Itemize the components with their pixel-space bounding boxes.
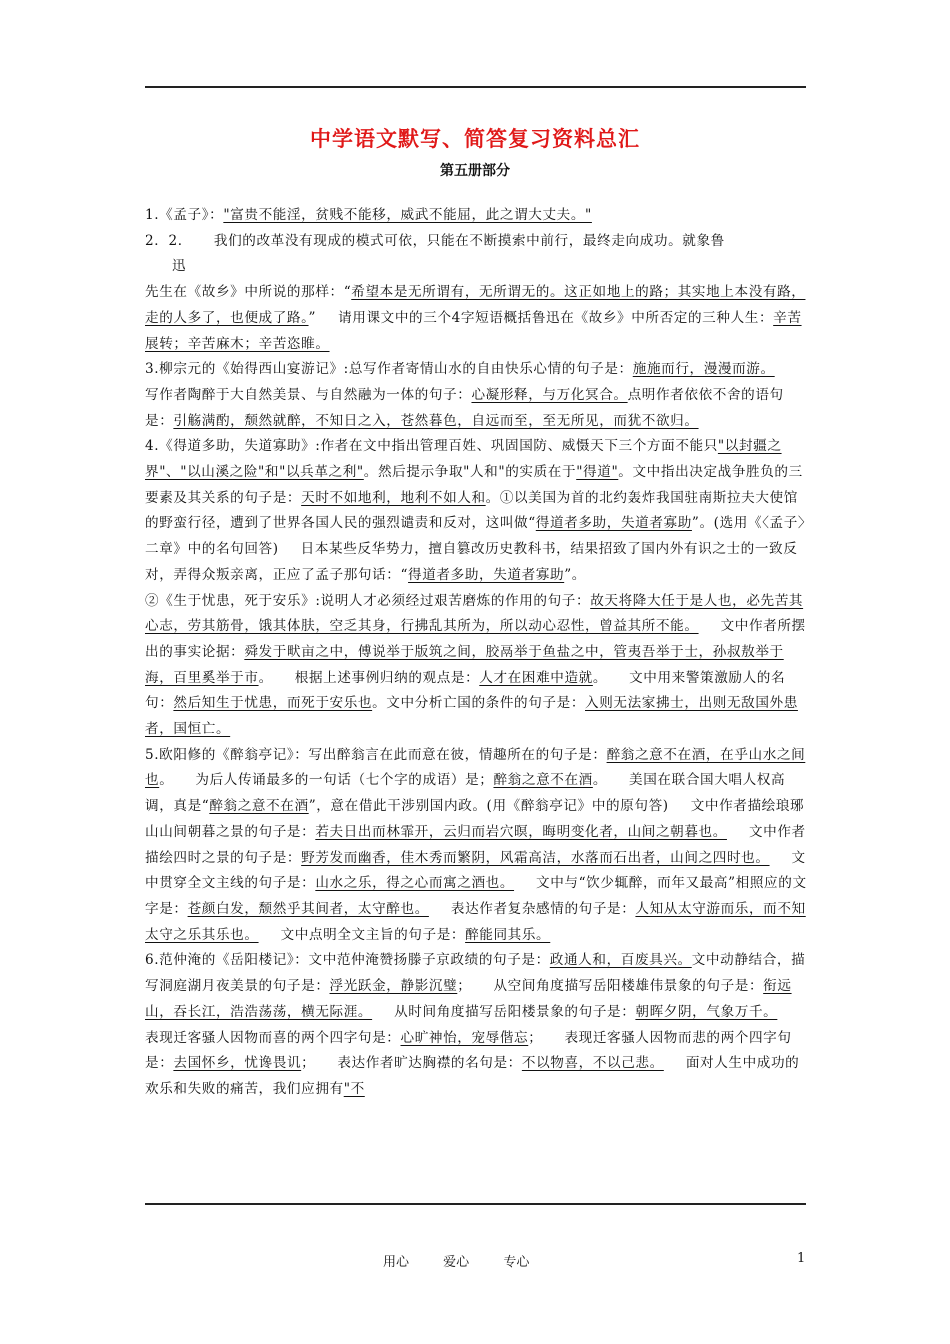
- question-text: 文中点明全文主旨的句子是：: [280, 926, 466, 943]
- answer-text: 野芳发而幽香，佳木秀而繁阴，风霜高洁，水落而石出者，山间之四时也。: [301, 849, 770, 866]
- question-text: 点明作者依依不舍的语句是：: [145, 386, 784, 429]
- footer-word: 专心: [503, 1255, 530, 1270]
- question-text: 表达作者复杂感情的句子是：: [450, 900, 636, 917]
- question-text: 写作者陶醉于大自然美景、与自然融为一体的句子：: [145, 386, 472, 403]
- header-rule: [145, 86, 806, 88]
- question-text: 日本某些反华势力，擅自篡改历史教科书，结果招致了国内外有识之士的一致反对，弄得众叛亲离，正应了孟子那句话：“: [145, 541, 798, 583]
- question-text: 6.范仲淹的《岳阳楼记》：文中范仲淹赞扬滕子京政绩的句子是：: [145, 952, 550, 969]
- question-text: 文中贯穿全文主线的句子是：: [145, 849, 806, 892]
- question-text: ；: [528, 1029, 543, 1046]
- answer-text: 浮光跃金，静影沉璧: [329, 978, 458, 995]
- answer-text: 然后知生于忧患，而死于安乐也: [173, 695, 373, 712]
- answer-text: 苍颜白发，颓然乎其间者，太守醉也。: [187, 900, 429, 917]
- answer-text: 醉翁之意不在酒，在乎山水之间也: [145, 746, 806, 789]
- footer-motto: [383, 1251, 559, 1270]
- footer-word: 爱心: [443, 1255, 470, 1270]
- question-text: ”，意在借此干涉别国内政。(用《醉翁亭记》中的原句答): [308, 798, 669, 815]
- answer-text: "以封疆之界"、"以山溪之险"和"以兵革之利": [145, 438, 782, 481]
- answer-text: "不: [343, 1080, 365, 1097]
- question-text: 面对人生中成功的欢乐和失败的痛苦，我们应拥有: [145, 1055, 800, 1097]
- answer-text: 得道者多助，失道者寡助: [535, 515, 692, 532]
- answer-text: 衔远山，吞长江，浩浩荡荡，横无际涯。: [145, 978, 792, 1020]
- answer-text: 施施而行，漫漫而游。: [632, 361, 775, 378]
- footer-word: 用心: [383, 1255, 410, 1270]
- answer-text: 天时不如地利，地利不如人和: [301, 489, 486, 506]
- answer-text: 心凝形释，与万化冥合。: [471, 386, 628, 403]
- answer-text: 引觞满酌，颓然就醉，不知日之入，苍然暮色，自远而至，至无所见，而犹不欲归。: [173, 412, 699, 429]
- question-text: 文中与“饮少辄醉，而年又最高”相照应的文字是：: [145, 875, 807, 917]
- answer-text: 心旷神怡，宠辱偕忘: [400, 1029, 529, 1046]
- paragraph: [145, 203, 810, 229]
- page-title: 中学语文默写、简答复习资料总汇: [310, 127, 640, 151]
- document-body: [145, 203, 810, 1103]
- question-text: 。①以美国为首的北约轰炸我国驻南斯拉夫大使馆的野蛮行径，遭到了世界各国人民的强烈谴责和反对，这叫做“: [145, 489, 798, 532]
- answer-text: 醉翁之意不在酒: [493, 772, 593, 789]
- question-text: 4.《得道多助，失道寡助》:作者在文中指出管理百姓、巩固国防、威慑天下三个方面不能只: [145, 438, 718, 455]
- answer-text: 故天将降大任于是人也，必先苦其心志，劳其筋骨，饿其体肤，空乏其身，行拂乱其所为，所以动心忍性，曾益其所不能。: [145, 592, 804, 635]
- question-text: 2．2．: [145, 232, 192, 249]
- answer-text: 山水之乐，得之心而寓之酒也。: [315, 875, 515, 892]
- paragraph: [145, 434, 810, 588]
- question-text: 3.柳宗元的《始得西山宴游记》:总写作者寄情山水的自由快乐心情的句子是：: [145, 361, 633, 378]
- footer-rule: [145, 1203, 806, 1205]
- question-text: 迅: [172, 258, 187, 275]
- question-text: 先生在《故乡》中所说的那样：“: [145, 284, 352, 301]
- question-text: 文中作者描绘琅琊山山间朝暮之景的句子是：: [145, 798, 805, 840]
- question-text: 1.《孟子》：: [145, 207, 224, 223]
- question-text: ②《生于忧患，死于安乐》:说明人才必须经过艰苦磨炼的作用的句子：: [145, 592, 591, 609]
- question-text: ”。: [564, 566, 586, 583]
- paragraph: [145, 743, 810, 949]
- question-text: 美国在联合国大唱人权高调，真是“: [145, 772, 786, 815]
- question-text: ”: [308, 309, 317, 326]
- paragraph: [145, 589, 810, 743]
- question-text: ；: [457, 978, 472, 995]
- question-text: 。文中分析亡国的条件的句子是：: [372, 695, 586, 712]
- paragraph: [145, 229, 810, 255]
- question-text: 文中作者描绘四时之景的句子是：: [145, 823, 806, 866]
- page-subtitle: 第五册部分: [440, 163, 510, 179]
- question-text: ；: [301, 1055, 316, 1072]
- answer-text: 醉能同其乐。: [465, 926, 551, 943]
- answer-text: 去国怀乡，忧谗畏讥: [173, 1055, 302, 1072]
- question-text: 。文中指出决定战争胜负的三要素及其关系的句子是：: [145, 464, 803, 506]
- answer-text: 不以物喜，不以己悲。: [521, 1055, 664, 1072]
- answer-text: 得道者多助，失道者寡助: [408, 566, 565, 583]
- paragraph: [145, 280, 810, 357]
- answer-text: 醉翁之意不在酒: [209, 798, 309, 815]
- question-text: 文中动静结合，描写洞庭湖月夜美景的句子是：: [145, 952, 806, 995]
- question-text: 。: [592, 772, 608, 789]
- answer-text: 若夫日出而林霏开，云归而岩穴暝，晦明变化者，山间之朝暮也。: [315, 823, 727, 840]
- paragraph: [145, 357, 810, 434]
- question-text: ”。(选用《〈孟子〉二章》中的名句回答): [145, 515, 806, 558]
- question-text: 。: [258, 669, 273, 686]
- question-text: 。: [159, 772, 174, 789]
- answer-text: "得道": [576, 464, 619, 481]
- answer-text: 人才在困难中造就: [479, 669, 593, 686]
- paragraph: [145, 254, 810, 280]
- answer-text: "富贵不能淫，贫贱不能移，威武不能屈，此之谓大丈夫。": [223, 207, 592, 223]
- answer-text: 舜发于畎亩之中，傅说举于版筑之间，胶鬲举于鱼盐之中，管夷吾举于士，孙叔敖举于海，百里奚举于市: [145, 643, 784, 686]
- answer-text: 人知从太守游而乐，而不知太守之乐其乐也。: [145, 900, 806, 943]
- question-text: 我们的改革没有现成的模式可依，只能在不断摸索中前行，最终走向成功。就象鲁: [213, 232, 725, 249]
- paragraph: [145, 948, 810, 1102]
- question-text: 表达作者旷达胸襟的名句是：: [337, 1055, 522, 1072]
- question-text: 5.欧阳修的《醉翁亭记》：写出醉翁言在此而意在彼，情趣所在的句子是：: [145, 746, 607, 763]
- question-text: 请用课文中的三个4字短语概括鲁迅在《故乡》中所否定的三种人生：: [338, 309, 774, 326]
- answer-text: 入则无法家拂士，出则无敌国外患者，国恒亡。: [145, 695, 798, 738]
- question-text: 表现迁客骚人因物而喜的两个四字句是：: [145, 1029, 401, 1046]
- question-text: 。: [592, 669, 608, 686]
- question-text: 表现迁客骚人因物而悲的两个四字句是：: [145, 1029, 792, 1072]
- answer-text: 政通人和，百废具兴。: [549, 952, 692, 969]
- answer-text: 朝晖夕阴，气象万千。: [635, 1003, 778, 1020]
- page-number: 1: [797, 1251, 806, 1266]
- question-text: 文中用来警策激励人的名句：: [145, 669, 786, 712]
- question-text: 从空间角度描写岳阳楼雄伟景象的句子是：: [493, 978, 764, 995]
- question-text: 为后人传诵最多的一句话（七个字的成语）是；: [195, 772, 494, 789]
- answer-text: 辛苦展转；辛苦麻木；辛苦恣睢。: [145, 309, 802, 352]
- question-text: 根据上述事例归纳的观点是：: [294, 669, 480, 686]
- question-text: 从时间角度描写岳阳楼景象的句子是：: [394, 1003, 636, 1020]
- answer-text: 希望本是无所谓有，无所谓无的。这正如地上的路；其实地上本没有路，走的人多了，也便成了路。: [145, 284, 806, 326]
- question-text: 。然后提示争取"人和"的实质在于: [363, 464, 577, 481]
- question-text: 文中作者所摆出的事实论据：: [145, 618, 806, 660]
